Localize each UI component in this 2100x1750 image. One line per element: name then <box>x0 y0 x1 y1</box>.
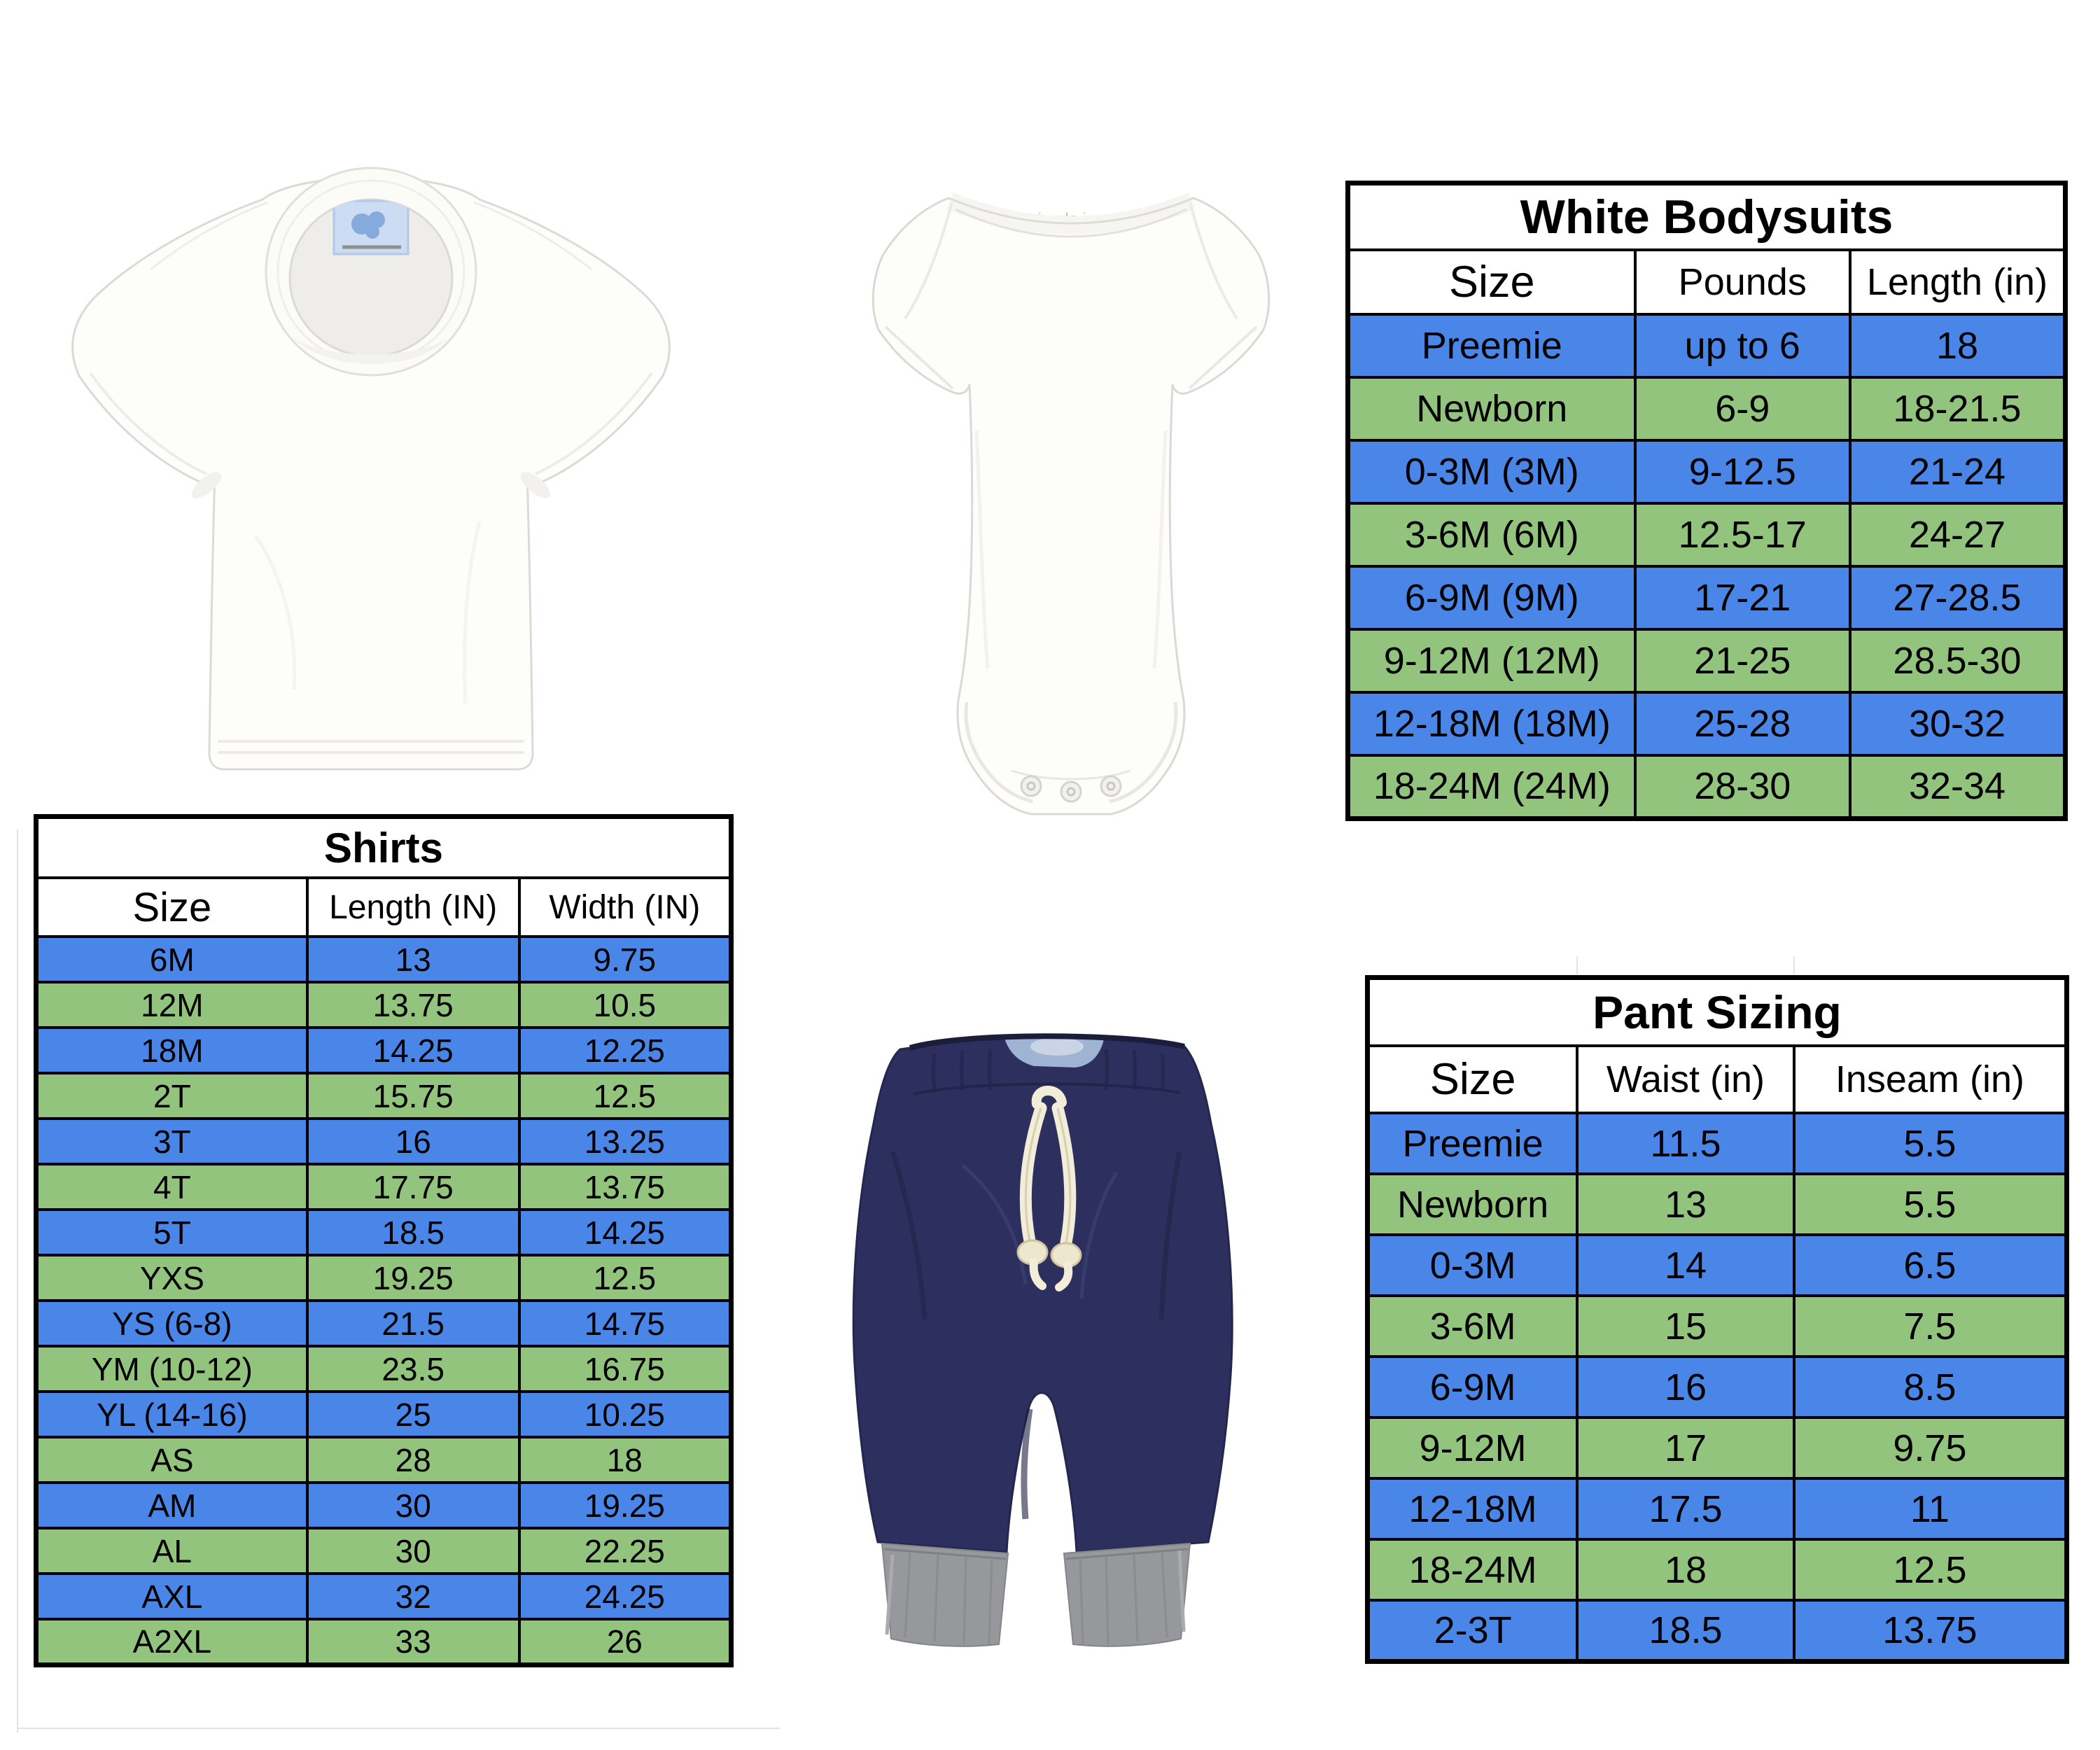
table-cell: 18-21.5 <box>1850 377 2066 440</box>
table-row <box>1368 1296 2067 1357</box>
column-header: Size <box>1348 250 1635 314</box>
table-cell: YL (14-16) <box>36 1392 307 1437</box>
table-row <box>36 1346 732 1392</box>
shirts-size-table-container <box>34 814 734 1667</box>
table-cell: 6-9 <box>1635 377 1851 440</box>
bodysuit-brand-label: simple joys <box>1029 210 1113 229</box>
table-cell: 0-3M <box>1368 1235 1578 1296</box>
table-cell: 6-9M <box>1368 1357 1578 1418</box>
table-cell: 22.25 <box>519 1528 732 1574</box>
table-cell: 28 <box>307 1437 519 1483</box>
table-cell: 18-24M <box>1368 1539 1578 1600</box>
table-cell: 3-6M (6M) <box>1348 503 1635 566</box>
table-cell: 12.5 <box>519 1255 732 1301</box>
table-cell: 23.5 <box>307 1346 519 1392</box>
sheet-gridline <box>17 1728 780 1729</box>
table-row <box>36 1392 732 1437</box>
bodysuit-photo <box>844 178 1298 864</box>
column-header: Pounds <box>1635 250 1851 314</box>
table-cell: 25 <box>307 1392 519 1437</box>
table-row <box>36 1119 732 1164</box>
table-cell: 21.5 <box>307 1301 519 1346</box>
table-cell: Preemie <box>1348 314 1635 377</box>
table-cell: 3-6M <box>1368 1296 1578 1357</box>
table-cell: 16 <box>1577 1357 1794 1418</box>
table-cell: 25-28 <box>1635 692 1851 755</box>
table-row <box>1348 440 2066 503</box>
table-cell: 15 <box>1577 1296 1794 1357</box>
table-row <box>36 1574 732 1619</box>
table-cell: 9-12.5 <box>1635 440 1851 503</box>
column-header: Size <box>1368 1046 1578 1113</box>
table-cell: 3T <box>36 1119 307 1164</box>
table-cell: 13.75 <box>1794 1600 2067 1661</box>
table-row <box>36 1619 732 1665</box>
table-cell: 21-24 <box>1850 440 2066 503</box>
table-row <box>36 1028 732 1073</box>
table-cell: 19.25 <box>307 1255 519 1301</box>
table-cell: 5T <box>36 1210 307 1255</box>
table-cell: 13.25 <box>519 1119 732 1164</box>
table-cell: 24.25 <box>519 1574 732 1619</box>
table-cell: 2T <box>36 1073 307 1119</box>
column-header: Size <box>36 878 307 937</box>
table-cell: 12-18M <box>1368 1478 1578 1539</box>
shirts-size-table <box>34 814 734 1667</box>
table-cell: 14.25 <box>519 1210 732 1255</box>
table-title: White Bodysuits <box>1348 183 2066 251</box>
table-cell: 14.75 <box>519 1301 732 1346</box>
table-title: Shirts <box>36 817 732 878</box>
sheet-gridline <box>1576 956 1578 974</box>
table-cell: 5.5 <box>1794 1174 2067 1235</box>
table-cell: 10.5 <box>519 982 732 1028</box>
table-cell: AL <box>36 1528 307 1574</box>
table-cell: 0-3M (3M) <box>1348 440 1635 503</box>
table-row <box>36 1483 732 1528</box>
table-row <box>1348 503 2066 566</box>
table-cell: Newborn <box>1348 377 1635 440</box>
table-cell: 30-32 <box>1850 692 2066 755</box>
table-cell: 18 <box>519 1437 732 1483</box>
pants-size-table <box>1365 975 2069 1664</box>
table-cell: 5.5 <box>1794 1113 2067 1174</box>
table-cell: 6-9M (9M) <box>1348 566 1635 629</box>
table-cell: 17-21 <box>1635 566 1851 629</box>
table-cell: 30 <box>307 1528 519 1574</box>
table-row <box>1348 755 2066 818</box>
table-row <box>1348 377 2066 440</box>
table-row <box>36 1301 732 1346</box>
table-row <box>36 1437 732 1483</box>
table-cell: YS (6-8) <box>36 1301 307 1346</box>
pants-size-table-container <box>1365 975 2069 1664</box>
table-row <box>1368 1478 2067 1539</box>
table-cell: 9.75 <box>519 937 732 982</box>
table-cell: YXS <box>36 1255 307 1301</box>
table-cell: 11.5 <box>1577 1113 1794 1174</box>
column-header: Waist (in) <box>1577 1046 1794 1113</box>
table-row <box>1368 1539 2067 1600</box>
table-cell: 8.5 <box>1794 1357 2067 1418</box>
table-cell: 32-34 <box>1850 755 2066 818</box>
table-row <box>1368 1174 2067 1235</box>
table-row <box>1348 629 2066 692</box>
table-row <box>36 1164 732 1210</box>
table-row <box>1368 1113 2067 1174</box>
table-cell: 28-30 <box>1635 755 1851 818</box>
table-cell: 9-12M (12M) <box>1348 629 1635 692</box>
table-row <box>1368 1600 2067 1661</box>
column-header: Length (IN) <box>307 878 519 937</box>
table-cell: 12.5-17 <box>1635 503 1851 566</box>
table-cell: 13 <box>1577 1174 1794 1235</box>
table-cell: 13.75 <box>519 1164 732 1210</box>
column-header: Width (IN) <box>519 878 732 937</box>
sheet-gridline <box>17 830 18 1732</box>
table-cell: 27-28.5 <box>1850 566 2066 629</box>
table-row <box>36 1210 732 1255</box>
table-cell: 33 <box>307 1619 519 1665</box>
table-cell: 30 <box>307 1483 519 1528</box>
table-row <box>1368 1357 2067 1418</box>
table-cell: AXL <box>36 1574 307 1619</box>
table-cell: 14.25 <box>307 1028 519 1073</box>
table-cell: 4T <box>36 1164 307 1210</box>
table-cell: 13 <box>307 937 519 982</box>
bodysuit-body <box>873 198 1268 814</box>
table-cell: Newborn <box>1368 1174 1578 1235</box>
collar-brand-tag <box>334 201 408 254</box>
table-cell: 16.75 <box>519 1346 732 1392</box>
table-cell: 6.5 <box>1794 1235 2067 1296</box>
table-cell: 18 <box>1850 314 2066 377</box>
table-row <box>1368 1235 2067 1296</box>
pants-cuffs <box>882 1544 1190 1646</box>
table-cell: 14 <box>1577 1235 1794 1296</box>
table-cell: AS <box>36 1437 307 1483</box>
table-cell: 18.5 <box>1577 1600 1794 1661</box>
table-cell: 9-12M <box>1368 1418 1578 1478</box>
table-cell: 11 <box>1794 1478 2067 1539</box>
table-cell: YM (10-12) <box>36 1346 307 1392</box>
table-cell: up to 6 <box>1635 314 1851 377</box>
table-cell: 15.75 <box>307 1073 519 1119</box>
table-cell: 18 <box>1577 1539 1794 1600</box>
sheet-gridline <box>1793 956 1795 974</box>
tshirt-photo <box>46 158 696 802</box>
table-cell: 19.25 <box>519 1483 732 1528</box>
table-row <box>36 982 732 1028</box>
table-row <box>1368 1418 2067 1478</box>
table-cell: 12-18M (18M) <box>1348 692 1635 755</box>
column-header: Length (in) <box>1850 250 2066 314</box>
table-cell: 18-24M (24M) <box>1348 755 1635 818</box>
table-cell: 7.5 <box>1794 1296 2067 1357</box>
table-cell: 13.75 <box>307 982 519 1028</box>
table-cell: 21-25 <box>1635 629 1851 692</box>
table-cell: 12.5 <box>519 1073 732 1119</box>
table-cell: 6M <box>36 937 307 982</box>
table-row <box>36 1255 732 1301</box>
table-row <box>1348 692 2066 755</box>
table-cell: 18.5 <box>307 1210 519 1255</box>
table-cell: 12.5 <box>1794 1539 2067 1600</box>
table-cell: 16 <box>307 1119 519 1164</box>
column-header: Inseam (in) <box>1794 1046 2067 1113</box>
table-cell: 9.75 <box>1794 1418 2067 1478</box>
table-cell: 28.5-30 <box>1850 629 2066 692</box>
table-cell: AM <box>36 1483 307 1528</box>
pants-photo <box>788 1026 1284 1656</box>
table-cell: 12M <box>36 982 307 1028</box>
table-title: Pant Sizing <box>1368 978 2067 1046</box>
table-cell: 12.25 <box>519 1028 732 1073</box>
table-row <box>36 1528 732 1574</box>
table-cell: 24-27 <box>1850 503 2066 566</box>
bodysuits-size-table <box>1345 181 2068 821</box>
table-cell: Preemie <box>1368 1113 1578 1174</box>
table-cell: 32 <box>307 1574 519 1619</box>
table-cell: A2XL <box>36 1619 307 1665</box>
table-row <box>1348 314 2066 377</box>
table-cell: 17 <box>1577 1418 1794 1478</box>
table-cell: 26 <box>519 1619 732 1665</box>
table-cell: 18M <box>36 1028 307 1073</box>
table-row <box>36 937 732 982</box>
bodysuits-size-table-container <box>1345 181 2068 821</box>
table-cell: 2-3T <box>1368 1600 1578 1661</box>
table-cell: 10.25 <box>519 1392 732 1437</box>
table-cell: 17.5 <box>1577 1478 1794 1539</box>
table-row <box>36 1073 732 1119</box>
table-cell: 17.75 <box>307 1164 519 1210</box>
table-row <box>1348 566 2066 629</box>
